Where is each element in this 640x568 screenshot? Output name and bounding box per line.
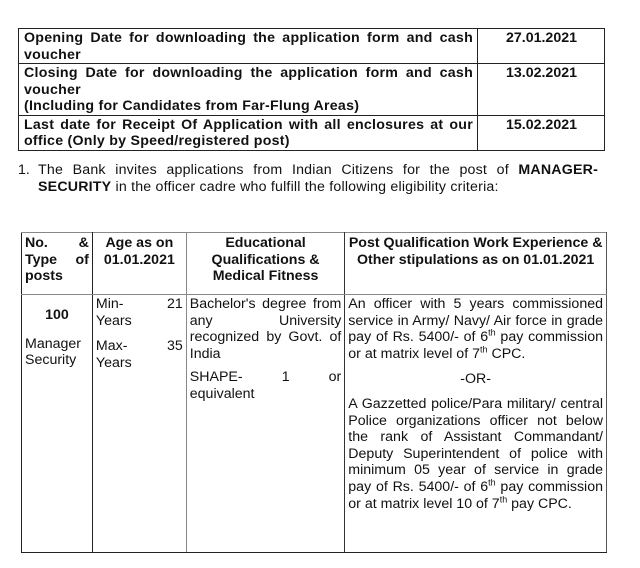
date-label-note: (Including for Candidates from Far-Flung Areas) xyxy=(24,98,360,114)
medical-d: equivalent xyxy=(189,385,255,402)
education-cell xyxy=(186,295,345,553)
age-max-unit: Years xyxy=(95,354,132,371)
table-header-row xyxy=(22,233,607,295)
age-max xyxy=(96,338,183,355)
exp2-b: pay commission or at matrix level 10 of 7 xyxy=(348,478,603,512)
age-max-label: Max- xyxy=(95,338,128,355)
age-min xyxy=(96,296,183,313)
exp1-c: CPC. xyxy=(487,345,526,362)
date-value: 13.02.2021 xyxy=(478,64,605,116)
date-value: 27.01.2021 xyxy=(478,29,605,64)
age-min-value: 21 xyxy=(167,296,183,312)
age-min-label: Min- xyxy=(95,296,124,312)
date-label xyxy=(19,29,478,64)
header-experience: Post Qualification Work Experience & Other stipulations as on 01.01.2021 xyxy=(345,233,607,295)
table-row xyxy=(19,29,605,64)
exp1-sup1: th xyxy=(488,327,496,338)
medical-fitness xyxy=(190,369,342,386)
exp2-a: A Gazzetted police/Para military/ central Police organizations officer not below the rank of Assistant Commandant/ Deputy Superintendent of police with minimum 05 year of service in grade pay of Rs. 5400/- of 6 xyxy=(348,395,603,495)
exp1-a: An officer with 5 years commissioned service in Army/ Navy/ Air force in grade pay of Rs. 5400/- of 6 xyxy=(348,296,603,346)
date-label xyxy=(19,115,478,150)
exp2-sup2: th xyxy=(499,493,508,504)
medical-a: SHAPE- xyxy=(189,369,243,386)
education-text: Bachelor's degree from any University recognized by Govt. of India xyxy=(189,296,342,362)
exp1-b: pay commission or at matrix level of 7 xyxy=(348,329,603,362)
post-name: MANAGER-SECURITY xyxy=(38,162,598,195)
experience-cell xyxy=(345,295,607,553)
medical-c: or xyxy=(328,369,342,386)
header-posts: No. & Type of posts xyxy=(22,233,93,295)
header-education: Educational Qualifications & Medical Fitness xyxy=(186,233,345,295)
table-row xyxy=(19,64,605,116)
date-label-text: Last date for Receipt Of Application with all enclosures at our office (Only by Speed/registered post) xyxy=(24,116,473,149)
table-row xyxy=(19,115,605,150)
date-label xyxy=(19,64,478,116)
list-number: 1. xyxy=(18,162,30,178)
header-age: Age as on 01.01.2021 xyxy=(92,233,186,295)
exp2-c: pay CPC. xyxy=(507,495,572,512)
experience-option-1 xyxy=(348,296,603,362)
date-value: 15.02.2021 xyxy=(478,115,605,150)
or-separator: -OR- xyxy=(460,371,492,388)
important-dates-table xyxy=(18,28,605,151)
exp1-sup2: th xyxy=(479,344,488,355)
exp2-sup1: th xyxy=(488,477,496,488)
age-cell xyxy=(92,295,186,553)
experience-option-2 xyxy=(348,396,603,512)
eligibility-table xyxy=(21,232,607,553)
spacer xyxy=(96,329,183,338)
intro-text-after: in the officer cadre who fulfill the following eligibility criteria: xyxy=(111,179,499,195)
intro-text xyxy=(38,162,598,196)
intro-text-before: The Bank invites applications from Indian Citizens for the post of xyxy=(38,162,519,178)
post-type: Manager Security xyxy=(25,335,81,369)
medical-b: 1 xyxy=(281,369,290,386)
date-label-text: Closing Date for downloading the application form and cash voucher xyxy=(24,65,473,98)
age-max-value: 35 xyxy=(167,338,183,355)
posts-cell xyxy=(22,295,93,553)
post-count: 100 xyxy=(45,307,69,323)
intro-paragraph xyxy=(18,162,598,196)
table-row xyxy=(22,295,607,553)
date-label-text: Opening Date for downloading the application form and cash voucher xyxy=(24,30,473,63)
age-min-unit: Years xyxy=(95,312,132,329)
